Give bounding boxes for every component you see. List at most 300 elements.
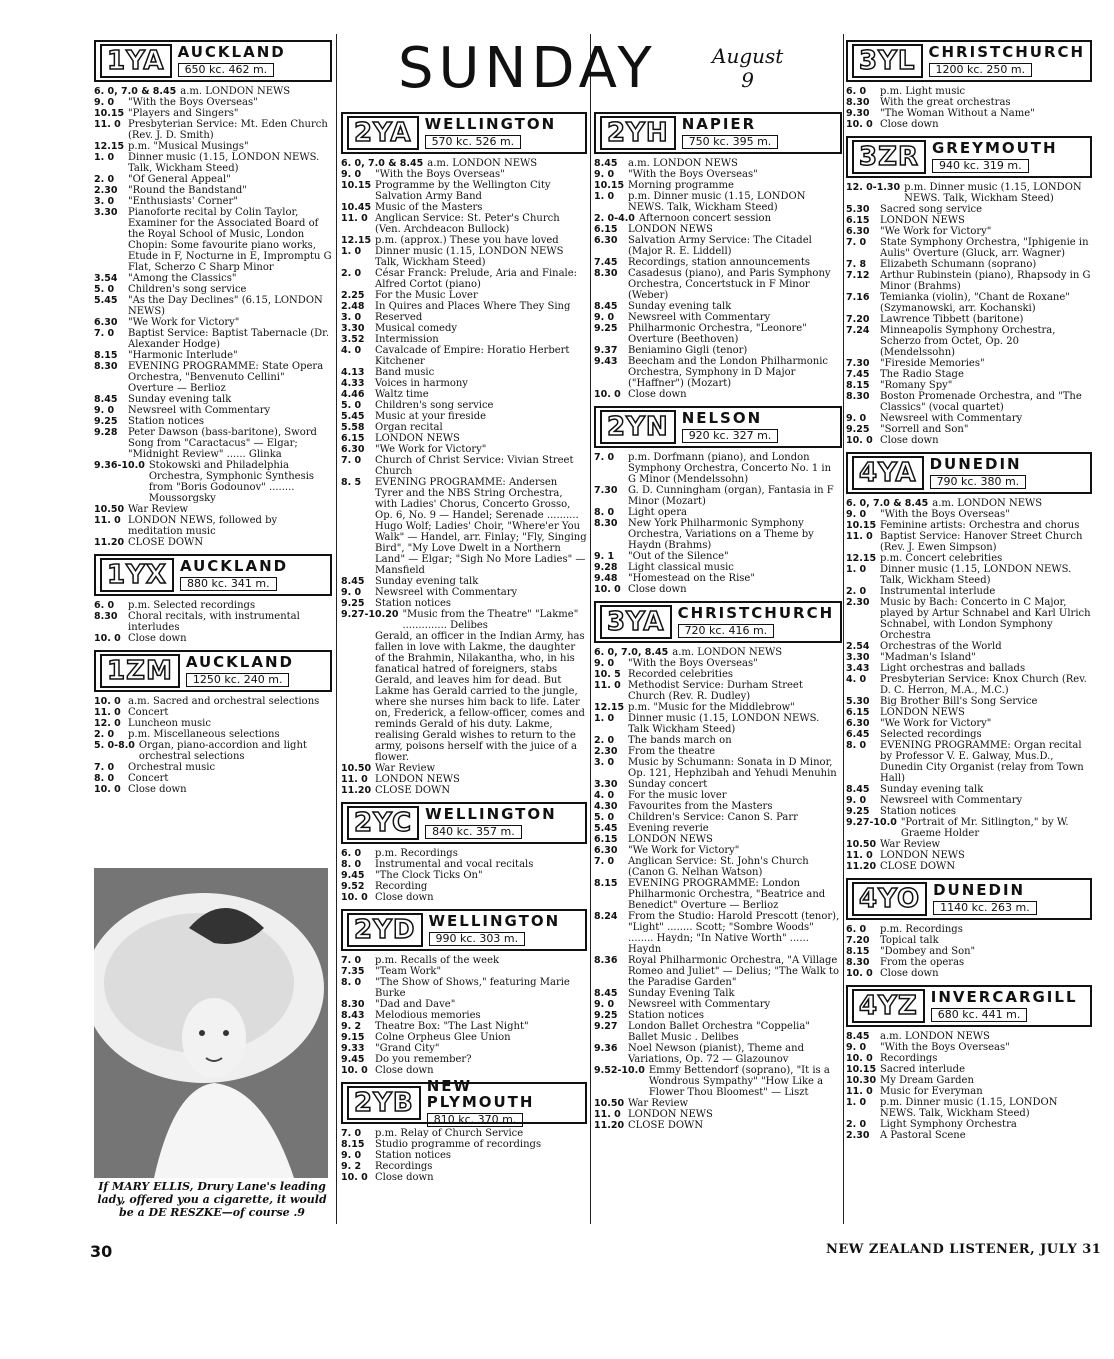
station-frequency: 920 kc. 327 m.	[682, 429, 779, 443]
programme-description: Close down	[128, 784, 187, 795]
programme-item	[341, 1128, 587, 1139]
programme-description: War Review	[628, 1098, 689, 1109]
programme-time: 6.30	[846, 718, 870, 729]
station-frequency-wrap	[678, 621, 835, 638]
programme-item	[594, 735, 842, 746]
programme-description: Sacred interlude	[880, 1064, 966, 1075]
programme-time: 9. 0	[341, 169, 362, 180]
programme-time: 6.15	[594, 834, 618, 845]
programme-description: Close down	[375, 1065, 434, 1076]
station-city: AUCKLAND	[185, 652, 294, 671]
programme-description: New York Philharmonic Symphony Orchestra, Variations on a Theme by Haydn (Brahms)	[628, 518, 814, 551]
station-city: INVERCARGILL	[930, 987, 1078, 1006]
programme-description: Close down	[628, 389, 687, 400]
programme-item	[846, 259, 1092, 270]
programme-description: Chopin: Some favourite piano works, Etude in F, Nocturne in E, Impromptu G Flat, Scherzo C Sharp Minor	[128, 240, 332, 273]
programme-time: 10. 5	[594, 669, 621, 680]
programme-item	[341, 246, 587, 268]
programme-description: Elizabeth Schumann (soprano)	[880, 259, 1037, 270]
station-2ya	[341, 112, 587, 796]
station-frequency: 1140 kc. 263 m.	[933, 901, 1037, 915]
programme-time: 2. 0	[94, 174, 115, 185]
station-call-sign: 1YA	[100, 44, 172, 78]
programme-time: 6.30	[594, 235, 618, 246]
programme-time: 4.33	[341, 378, 365, 389]
programme-item	[594, 878, 842, 911]
programme-time: 8.30	[846, 957, 870, 968]
programme-item	[341, 870, 587, 881]
programme-item	[846, 1042, 1092, 1053]
programme-time: 10. 0	[846, 435, 873, 446]
programme-item	[846, 663, 1092, 674]
station-frequency-wrap	[427, 1110, 585, 1127]
programme-item	[846, 325, 1092, 358]
programme-list	[341, 158, 587, 796]
programme-description: "Sorrell and Son"	[880, 424, 969, 435]
programme-time: 2. 0	[341, 268, 362, 279]
programme-item	[341, 848, 587, 859]
programme-description: Theatre Box: "The Last Night"	[375, 1021, 529, 1032]
programme-time: 9.36	[594, 1043, 618, 1054]
programme-description: Close down	[880, 435, 939, 446]
programme-item	[594, 224, 842, 235]
programme-time: 6.30	[341, 444, 365, 455]
programme-time: 2. 0	[846, 586, 867, 597]
station-info	[424, 114, 557, 150]
programme-description: Sunday Evening Talk	[628, 988, 735, 999]
programme-item	[94, 537, 332, 548]
programme-description: a.m. LONDON NEWS	[180, 86, 291, 97]
programme-item	[594, 452, 842, 485]
programme-description: CLOSE DOWN	[880, 861, 956, 872]
programme-item	[94, 416, 332, 427]
programme-time: 10. 0	[594, 584, 621, 595]
station-frequency: 720 kc. 416 m.	[678, 624, 775, 638]
programme-description: p.m. "Musical Musings"	[128, 141, 249, 152]
programme-item	[94, 196, 332, 207]
programme-time: 10.15	[594, 180, 625, 191]
programme-time: 9.27	[594, 1021, 618, 1032]
station-header	[341, 802, 587, 844]
programme-item	[341, 301, 587, 312]
programme-description: From the Studio: Harold Prescott (tenor), "Light" ........ Scott; "Sombre Woods" ........ Haydn; "In Native Worth" ...... Haydn	[628, 911, 840, 955]
programme-item	[94, 185, 332, 196]
station-frequency-wrap	[932, 156, 1058, 173]
programme-description: Dinner music (1.15, LONDON NEWS. Talk, Wickham Steed)	[128, 152, 320, 174]
programme-description: p.m. Dinner music (1.15, LONDON NEWS. Talk, Wickham Steed)	[880, 1097, 1058, 1119]
programme-item	[846, 718, 1092, 729]
programme-description: a.m. LONDON NEWS	[427, 158, 538, 169]
programme-description: "Madman's Island"	[880, 652, 976, 663]
programme-description: Beecham and the London Philharmonic Orchestra, Symphony in D Major ("Haffner") (Mozart)	[628, 356, 829, 389]
programme-item	[846, 270, 1092, 292]
programme-time: 6.30	[846, 226, 870, 237]
programme-description: Noel Newson (pianist), Theme and Variations, Op. 72 — Glazounov	[628, 1043, 804, 1065]
programme-item	[94, 740, 332, 762]
programme-description: Stokowski and Philadelphia Orchestra, Symphonic Synthesis from "Boris Godounov" ........ Moussorgsky	[148, 460, 315, 504]
programme-description: Organ recital	[375, 422, 443, 433]
station-header	[341, 112, 587, 154]
programme-time: 9.25	[341, 598, 365, 609]
programme-description: Recording	[375, 881, 428, 892]
programme-description: Boston Promenade Orchestra, and "The Classics" (vocal quartet)	[880, 391, 1082, 413]
station-header	[594, 406, 842, 448]
programme-item	[846, 1053, 1092, 1064]
programme-item	[594, 1120, 842, 1131]
programme-item	[341, 180, 587, 202]
programme-time: 7. 0	[94, 762, 115, 773]
programme-item	[594, 647, 842, 658]
programme-description: Afternoon concert session	[638, 213, 772, 224]
programme-item	[594, 812, 842, 823]
programme-list	[594, 647, 842, 1131]
programme-item	[594, 584, 842, 595]
programme-time: 7.45	[846, 369, 870, 380]
programme-description: War Review	[880, 839, 941, 850]
programme-item	[846, 237, 1092, 259]
programme-time: 9. 0	[341, 587, 362, 598]
programme-description: Station notices	[128, 416, 205, 427]
programme-item	[341, 389, 587, 400]
programme-description: Feminine artists: Orchestra and chorus	[880, 520, 1080, 531]
programme-description: LONDON NEWS	[375, 433, 460, 444]
programme-time: 6.15	[341, 433, 365, 444]
programme-item	[341, 268, 587, 290]
station-frequency-wrap	[425, 822, 557, 839]
station-4yo	[846, 878, 1092, 979]
station-frequency: 1200 kc. 250 m.	[929, 63, 1033, 77]
programme-item	[594, 573, 842, 584]
programme-item	[594, 1021, 842, 1043]
programme-time: 9.25	[594, 323, 618, 334]
programme-item	[341, 774, 587, 785]
programme-item	[341, 202, 587, 213]
programme-item	[594, 658, 842, 669]
programme-description: "We Work for Victory"	[880, 226, 992, 237]
programme-time: 7.30	[594, 485, 618, 496]
programme-time: 9. 0	[846, 509, 867, 520]
programme-time: 12.15	[94, 141, 125, 152]
programme-item	[594, 551, 842, 562]
programme-time: 5.30	[846, 204, 870, 215]
programme-description: a.m. LONDON NEWS	[880, 1031, 990, 1042]
programme-description: "Homestead on the Rise"	[628, 573, 755, 584]
programme-time: 2. 0-4.0	[594, 213, 635, 224]
programme-description: In Quires and Places Where They Sing	[375, 301, 571, 312]
programme-item	[94, 460, 332, 504]
programme-item	[94, 784, 332, 795]
programme-description: Pianoforte recital by Colin Taylor, Examiner for the Associated Board of the Royal School of Music, London	[128, 207, 319, 240]
programme-description: p.m. Concert celebrities	[880, 553, 1003, 564]
station-frequency-wrap	[931, 1005, 1078, 1022]
programme-item	[341, 999, 587, 1010]
programme-time: 9. 0	[846, 413, 867, 424]
programme-item	[846, 531, 1092, 553]
station-frequency: 940 kc. 319 m.	[932, 159, 1029, 173]
programme-description: London Ballet Orchestra "Coppelia" Ballet Music . Delibes	[628, 1021, 810, 1043]
station-call-sign: 4YO	[852, 882, 927, 916]
station-frequency: 650 kc. 462 m.	[178, 63, 275, 77]
programme-time: 8.45	[846, 1031, 870, 1042]
programme-item	[594, 702, 842, 713]
station-city: NEW PLYMOUTH	[426, 1076, 535, 1111]
programme-description: p.m. "Music for the Middlebrow"	[628, 702, 795, 713]
programme-list	[594, 452, 842, 595]
programme-time: 11.20	[594, 1120, 625, 1131]
programme-time: 8. 0	[341, 977, 362, 988]
programme-description: Newsreel with Commentary	[880, 795, 1023, 806]
station-info	[177, 42, 286, 78]
programme-description: "Grand City"	[375, 1043, 440, 1054]
station-call-sign: 2YD	[347, 913, 423, 947]
programme-time: 3.54	[94, 273, 118, 284]
programme-description: Musical comedy	[375, 323, 458, 334]
programme-time: 2.30	[594, 746, 618, 757]
programme-description: For the Music Lover	[375, 290, 478, 301]
programme-time: 10. 0	[341, 1065, 368, 1076]
programme-description: "Romany Spy"	[880, 380, 953, 391]
station-frequency-wrap	[178, 60, 286, 77]
programme-description: War Review	[128, 504, 189, 515]
programme-time: 6. 0, 7.0 & 8.45	[341, 158, 424, 169]
programme-description: Close down	[375, 1172, 434, 1183]
programme-description: Children's song service	[375, 400, 494, 411]
programme-item	[341, 367, 587, 378]
programme-item	[94, 207, 332, 240]
station-header	[846, 40, 1092, 82]
programme-description: Close down	[880, 119, 939, 130]
programme-description: Dinner music (1.15, LONDON NEWS Talk, Wickham Steed)	[375, 246, 564, 268]
programme-time: 7.16	[846, 292, 870, 303]
programme-description: Orchestral music	[128, 762, 216, 773]
programme-time: 7. 0	[594, 856, 615, 867]
programme-item	[846, 1119, 1092, 1130]
programme-description: p.m. Selected recordings	[128, 600, 256, 611]
station-2yd	[341, 909, 587, 1076]
station-city: AUCKLAND	[179, 556, 289, 575]
programme-description: Colne Orpheus Glee Union	[375, 1032, 511, 1043]
programme-description: "With the Boys Overseas"	[880, 509, 1010, 520]
station-frequency: 880 kc. 341 m.	[180, 577, 277, 591]
programme-description: "Team Work"	[375, 966, 442, 977]
programme-time: 9.27-10.0	[846, 817, 897, 828]
programme-description: Morning programme	[628, 180, 734, 191]
programme-description: Concert	[128, 707, 169, 718]
programme-item	[846, 369, 1092, 380]
station-header	[94, 554, 332, 596]
station-city: NAPIER	[681, 114, 757, 133]
programme-time: 9.43	[594, 356, 618, 367]
programme-time: 11. 0	[846, 1086, 873, 1097]
station-call-sign: 1ZM	[100, 654, 180, 688]
programme-item	[594, 669, 842, 680]
programme-description: Newsreel with Commentary	[880, 413, 1023, 424]
station-info	[929, 454, 1027, 490]
programme-description: Newsreel with Commentary	[628, 312, 771, 323]
programme-item	[846, 935, 1092, 946]
station-frequency-wrap	[682, 132, 779, 149]
programme-time: 10.50	[341, 763, 372, 774]
programme-description: "Round the Bandstand"	[128, 185, 247, 196]
programme-time: 5.45	[94, 295, 118, 306]
programme-description: "With the Boys Overseas"	[128, 97, 258, 108]
programme-time: 8.30	[594, 268, 618, 279]
programme-time: 8.15	[94, 350, 118, 361]
programme-item	[94, 707, 332, 718]
programme-time: 9.30	[846, 108, 870, 119]
station-header	[846, 136, 1092, 178]
programme-description: Favourites from the Masters	[628, 801, 773, 812]
station-call-sign: 2YB	[347, 1086, 421, 1120]
programme-description: "We Work for Victory"	[375, 444, 487, 455]
programme-time: 11. 0	[594, 680, 621, 691]
programme-time: 3.52	[341, 334, 365, 345]
station-info	[928, 42, 1086, 78]
programme-description: Close down	[375, 892, 434, 903]
programme-description: Anglican Service: St. John's Church (Canon G. Nelhan Watson)	[628, 856, 809, 878]
programme-time: 6. 0, 7.0, 8.45	[594, 647, 669, 658]
programme-time: 7.35	[341, 966, 365, 977]
programme-time: 1. 0	[341, 246, 362, 257]
programme-description: "The Clock Ticks On"	[375, 870, 483, 881]
programme-item	[94, 696, 332, 707]
programme-time: 8.36	[594, 955, 618, 966]
programme-description: Evening reverie	[628, 823, 709, 834]
programme-item	[846, 498, 1092, 509]
programme-time: 5.45	[341, 411, 365, 422]
programme-time: 10.15	[94, 108, 125, 119]
column-rule	[590, 34, 591, 1224]
programme-time: 8. 0	[846, 740, 867, 751]
station-1zm	[94, 650, 332, 795]
programme-item	[341, 1054, 587, 1065]
programme-time: 11. 0	[341, 213, 368, 224]
station-header	[846, 878, 1092, 920]
station-1yx	[94, 554, 332, 644]
programme-time: 10.15	[341, 180, 372, 191]
programme-time: 9.52	[341, 881, 365, 892]
programme-time: 3. 0	[341, 312, 362, 323]
programme-description: Casadesus (piano), and Paris Symphony Orchestra, Concertstuck in F Minor (Weber)	[628, 268, 831, 301]
programme-list	[341, 848, 587, 903]
programme-description: "Of General Appeal"	[128, 174, 231, 185]
programme-time: 9.25	[846, 424, 870, 435]
page-date	[712, 44, 783, 92]
station-call-sign: 2YN	[600, 410, 676, 444]
programme-description: Station notices	[375, 598, 452, 609]
station-city: AUCKLAND	[177, 42, 286, 61]
programme-item	[94, 773, 332, 784]
programme-description: Sunday concert	[628, 779, 708, 790]
station-frequency-wrap	[429, 929, 561, 946]
programme-time: 9. 0	[94, 97, 115, 108]
programme-description: Station notices	[628, 1010, 705, 1021]
programme-time: 5. 0	[341, 400, 362, 411]
programme-item	[594, 507, 842, 518]
station-info	[428, 911, 561, 947]
programme-time: 1. 0	[594, 713, 615, 724]
programme-description: Programme by the Wellington City Salvation Army Band	[375, 180, 551, 202]
programme-description: "With the Boys Overseas"	[628, 658, 758, 669]
programme-item	[846, 204, 1092, 215]
programme-time: 10. 0	[846, 968, 873, 979]
programme-time: 7. 0	[341, 455, 362, 466]
programme-time: 10. 0	[594, 389, 621, 400]
programme-description: "We Work for Victory"	[628, 845, 740, 856]
programme-description: Instrumental interlude	[880, 586, 996, 597]
programme-item	[594, 235, 842, 257]
station-call-sign: 2YC	[347, 806, 419, 840]
programme-description: Church of Christ Service: Vivian Street Church	[375, 455, 574, 477]
programme-item	[341, 477, 587, 576]
programme-description: Light orchestras and ballads	[880, 663, 1026, 674]
programme-item	[594, 389, 842, 400]
programme-description: Music of the Masters	[375, 202, 483, 213]
programme-item	[341, 1065, 587, 1076]
programme-item	[94, 515, 332, 537]
column-2	[341, 106, 587, 1183]
programme-description: Waltz time	[375, 389, 429, 400]
programme-description: Light opera	[628, 507, 687, 518]
programme-description: Methodist Service: Durham Street Church (Rev. R. Dudley)	[628, 680, 803, 702]
programme-item	[341, 158, 587, 169]
programme-time: 4.46	[341, 389, 365, 400]
programme-description: p.m. Dorfmann (piano), and London Symphony Orchestra, Concerto No. 1 in G Minor (Mendelssohn)	[628, 452, 832, 485]
programme-item	[341, 169, 587, 180]
station-frequency-wrap	[425, 132, 557, 149]
programme-description: p.m. Recalls of the week	[375, 955, 500, 966]
programme-item	[594, 779, 842, 790]
programme-item	[846, 215, 1092, 226]
programme-description: LONDON NEWS	[880, 707, 965, 718]
programme-item	[94, 504, 332, 515]
programme-item	[846, 1064, 1092, 1075]
station-frequency: 750 kc. 395 m.	[682, 135, 779, 149]
programme-time: 1. 0	[846, 564, 867, 575]
programme-time: 8.15	[594, 878, 618, 889]
programme-description: Sunday evening talk	[128, 394, 232, 405]
programme-time: 10. 0	[94, 696, 121, 707]
programme-description: Emmy Bettendorf (soprano), "It is a Wondrous Sympathy" "How Like a Flower Thou Bloomest" — Liszt	[648, 1065, 830, 1098]
programme-time: 9.25	[94, 416, 118, 427]
programme-item	[341, 1032, 587, 1043]
programme-time: 2. 0	[94, 729, 115, 740]
programme-item	[94, 405, 332, 416]
programme-description: Presbyterian Service: Knox Church (Rev. D. C. Herron, M.A., M.C.)	[880, 674, 1087, 696]
station-call-sign: 1YX	[100, 558, 174, 592]
station-call-sign: 3YL	[852, 44, 923, 78]
column-rule	[843, 34, 844, 1224]
programme-description: Sunday evening talk	[375, 576, 479, 587]
programme-item	[94, 633, 332, 644]
programme-list	[94, 600, 332, 644]
programme-description: Sunday evening talk	[880, 784, 984, 795]
programme-item	[594, 1043, 842, 1065]
station-frequency: 1250 kc. 240 m.	[186, 673, 290, 687]
programme-item	[594, 955, 842, 988]
programme-description: Recorded celebrities	[628, 669, 734, 680]
station-city: NELSON	[681, 408, 763, 427]
programme-time: 11. 0	[94, 515, 121, 526]
programme-description: "Players and Singers"	[128, 108, 239, 119]
programme-description: "Dad and Dave"	[375, 999, 456, 1010]
programme-time: 12.15	[341, 235, 372, 246]
programme-description: Music by Bach: Concerto in C Major, played by Artur Schnabel and Karl Ulrich Schnabel, with London Symphony Orchestra	[880, 597, 1091, 641]
programme-description: "Portrait of Mr. Sitlington," by W. Graeme Holder	[900, 817, 1069, 839]
programme-time: 5.58	[341, 422, 365, 433]
programme-time: 8.30	[94, 361, 118, 372]
programme-time: 9.45	[341, 1054, 365, 1065]
